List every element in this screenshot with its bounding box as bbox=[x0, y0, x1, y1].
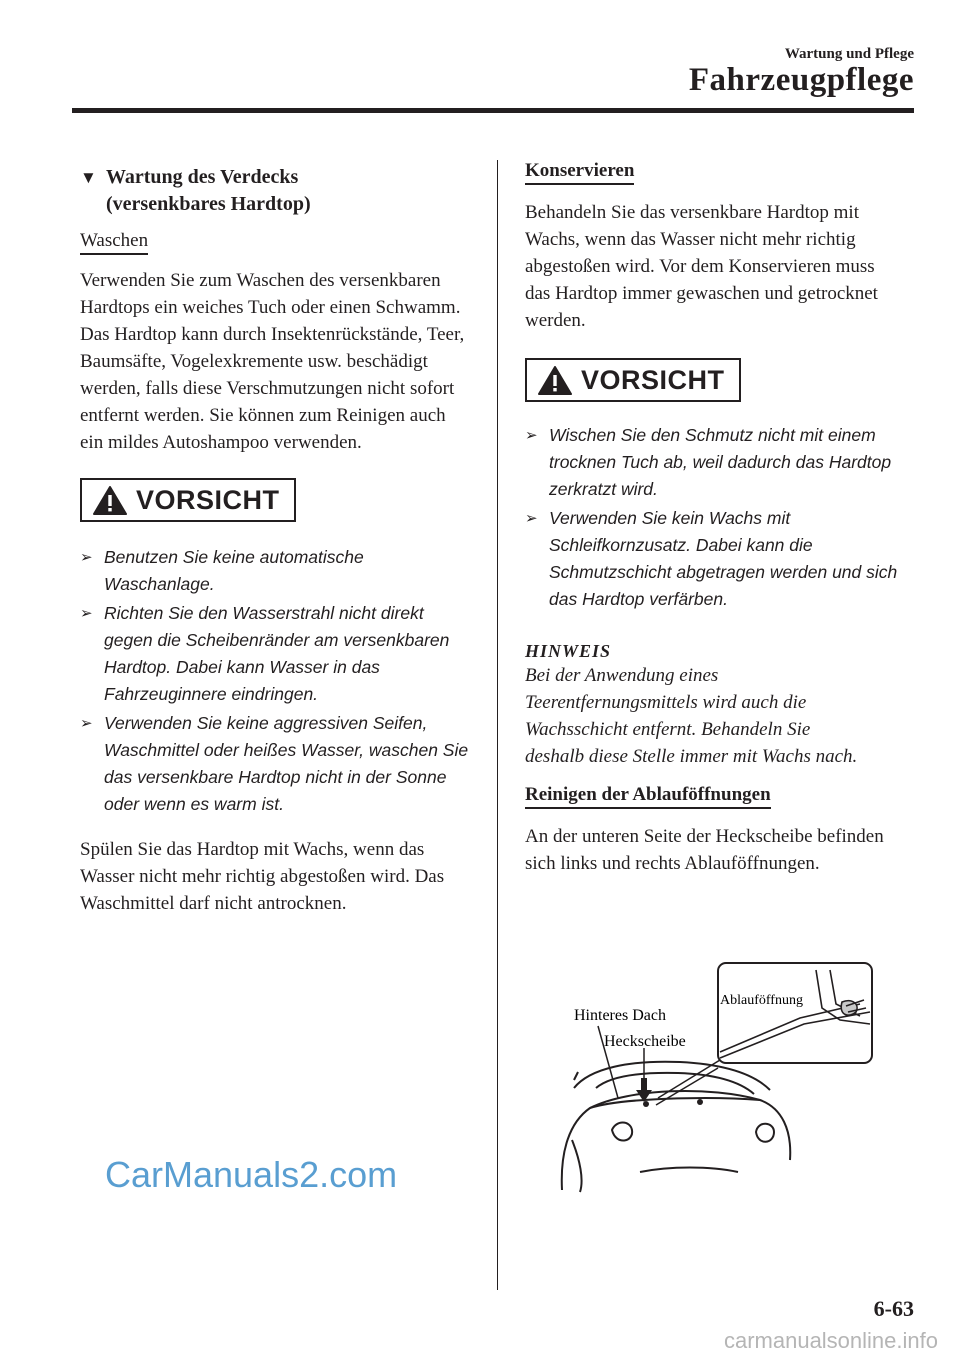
subheading-waschen: Waschen bbox=[80, 230, 148, 255]
chapter-title: Wartung und Pflege bbox=[784, 46, 914, 62]
caution-list-right bbox=[525, 422, 915, 613]
label-rear-window: Heckscheibe bbox=[604, 1033, 686, 1050]
caution-label: VORSICHT bbox=[581, 364, 725, 395]
column-divider bbox=[497, 160, 498, 1290]
right-column bbox=[525, 160, 915, 877]
warning-icon bbox=[92, 485, 128, 516]
section-title: Fahrzeugpflege bbox=[688, 62, 914, 98]
triangle-marker-icon: ▼ bbox=[80, 168, 97, 187]
caution-list-left bbox=[80, 544, 470, 818]
note-text: Bei der Anwendung eines Teerentfernungsmittels wird auch die Wachsschicht entfernt. Behandeln Sie deshalb diese Stelle immer mit Wachs nach. bbox=[525, 665, 858, 767]
paragraph-wash-intro: Verwenden Sie zum Waschen des versenkbaren Hardtops ein weiches Tuch oder einen Schwamm. bbox=[80, 270, 461, 318]
label-drain: Ablauföffnung bbox=[720, 993, 803, 1008]
label-rear-roof: Hinteres Dach bbox=[574, 1007, 666, 1024]
list-item: ➢ Verwenden Sie keine aggressiven Seifen, Waschmittel oder heißes Wasser, waschen Sie das versenkbare Hardtop nicht in der Sonne oder wenn es warm ist. bbox=[80, 710, 470, 818]
paragraph-wax: Behandeln Sie das versenkbare Hardtop mit Wachs, wenn das Wasser nicht mehr richtig abgestoßen wird. Vor dem Konservieren muss das Hardtop immer gewaschen und getrocknet werden. bbox=[525, 202, 878, 331]
subheading-konservieren: Konservieren bbox=[525, 160, 634, 185]
list-item: ➢ Verwenden Sie kein Wachs mit Schleifkornzusatz. Dabei kann die Schmutzschicht abgetragen werden und sich das Hardtop verfärben. bbox=[525, 505, 915, 613]
heading-line-1: Wartung des Verdecks bbox=[106, 166, 299, 188]
arrow-bullet-icon: ➢ bbox=[525, 427, 538, 444]
warning-icon bbox=[537, 365, 573, 396]
header-rule bbox=[72, 108, 914, 113]
note-label: HINWEIS bbox=[525, 641, 612, 661]
heading-line-2: (versenkbares Hardtop) bbox=[106, 193, 311, 215]
caution-box-left bbox=[80, 478, 296, 522]
arrow-bullet-icon: ➢ bbox=[80, 715, 93, 732]
footer-watermark: carmanualsonline.info bbox=[723, 1328, 938, 1353]
drain-figure bbox=[560, 960, 880, 1195]
drain-marker bbox=[643, 1101, 649, 1107]
paragraph-drain: An der unteren Seite der Heckscheibe befinden sich links und rechts Ablauföffnungen. bbox=[525, 826, 884, 874]
caution-box-right bbox=[525, 358, 741, 402]
list-item: ➢ Wischen Sie den Schmutz nicht mit einem trocknen Tuch ab, weil dadurch das Hardtop zerkratzt wird. bbox=[525, 422, 915, 503]
page-number: 6-63 bbox=[873, 1296, 914, 1321]
caution-label: VORSICHT bbox=[136, 484, 280, 515]
arrow-bullet-icon: ➢ bbox=[525, 510, 538, 527]
paragraph-rinse: Spülen Sie das Hardtop mit Wachs, wenn das Wasser nicht mehr richtig abgestoßen wird. Das Waschmittel darf nicht antrocknen. bbox=[80, 839, 445, 914]
left-column bbox=[80, 164, 470, 917]
drain-marker bbox=[697, 1099, 703, 1105]
car-rear-illustration bbox=[562, 1062, 791, 1192]
list-item: ➢ Richten Sie den Wasserstrahl nicht direkt gegen die Scheibenränder am versenkbaren Hardtop. Dabei kann Wasser in das Fahrzeuginnere eindringen. bbox=[80, 600, 470, 708]
watermark: CarManuals2.com bbox=[105, 1154, 398, 1195]
arrow-bullet-icon: ➢ bbox=[80, 549, 93, 566]
paragraph-damage: Das Hardtop kann durch Insektenrückstände, Teer, Baumsäfte, Vogelexkremente usw. beschädigt werden, falls diese Verschmutzungen nicht sofort entfernt werden. Sie können zum Reinigen auch ein mildes Autoshampoo verwenden. bbox=[80, 324, 465, 453]
subheading-drain: Reinigen der Ablauföffnungen bbox=[525, 784, 771, 809]
list-item: ➢ Benutzen Sie keine automatische Waschanlage. bbox=[80, 544, 470, 598]
drain-arrow-shaft bbox=[641, 1078, 647, 1092]
arrow-bullet-icon: ➢ bbox=[80, 605, 93, 622]
maintenance-heading bbox=[80, 164, 470, 218]
